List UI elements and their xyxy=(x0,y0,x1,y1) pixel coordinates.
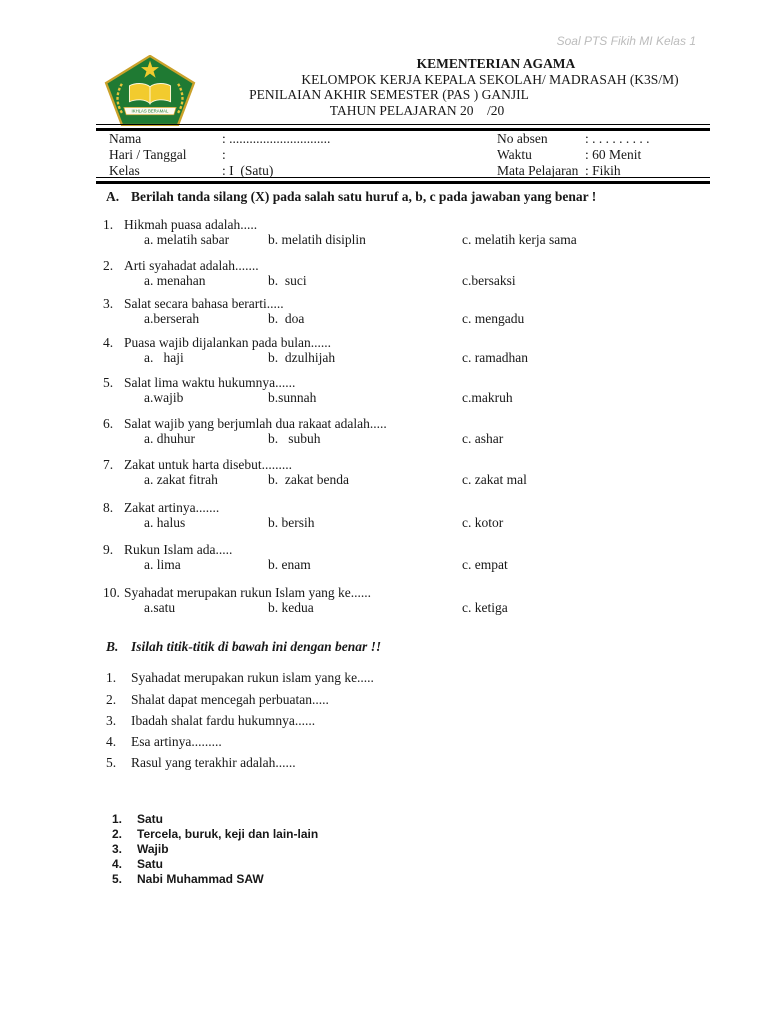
question-text: Arti syahadat adalah....... xyxy=(124,258,259,273)
question-text: Hikmah puasa adalah..... xyxy=(124,217,258,232)
answer-text: Tercela, buruk, keji dan lain-lain xyxy=(137,827,319,841)
question-b2 xyxy=(96,692,710,710)
answer-number: 1. xyxy=(112,812,123,826)
watermark-text: Soal PTS Fikih MI Kelas 1 xyxy=(556,34,696,48)
question-number: 1. xyxy=(103,217,114,232)
question-a5 xyxy=(96,375,710,407)
hari-label: Hari / Tanggal xyxy=(109,147,187,162)
answer-text: Satu xyxy=(137,857,164,871)
answer-key-item-2 xyxy=(96,827,710,842)
option-b: b. subuh xyxy=(268,431,321,446)
section-b-heading xyxy=(96,639,710,656)
option-b: b. kedua xyxy=(268,600,314,615)
option-c: c. kotor xyxy=(462,515,504,530)
question-text: Salat lima waktu hukumnya...... xyxy=(124,375,296,390)
question-number: 3. xyxy=(103,296,114,311)
question-a8 xyxy=(96,500,710,532)
option-b: b. enam xyxy=(268,557,311,572)
question-text: Zakat untuk harta disebut......... xyxy=(124,457,292,472)
question-number: 3. xyxy=(106,713,117,728)
option-c: c. zakat mal xyxy=(462,472,527,487)
logo-ribbon-text: IKHLAS BERAMAL xyxy=(131,108,169,114)
option-b: b. suci xyxy=(268,273,307,288)
answer-number: 5. xyxy=(112,872,123,886)
option-a: a. zakat fitrah xyxy=(144,472,218,487)
section-a-heading xyxy=(96,189,710,206)
option-c: c. ashar xyxy=(462,431,504,446)
question-a2 xyxy=(96,258,710,290)
option-c: c. empat xyxy=(462,557,508,572)
nama-label: Nama xyxy=(109,131,142,146)
question-text: Esa artinya......... xyxy=(131,734,222,749)
option-a: a.wajib xyxy=(144,390,184,405)
answer-text: Satu xyxy=(137,812,164,826)
option-a: a. halus xyxy=(144,515,186,530)
document-header xyxy=(96,56,710,118)
question-b5 xyxy=(96,755,710,773)
option-a: a.berserah xyxy=(144,311,200,326)
question-number: 4. xyxy=(103,335,114,350)
question-number: 7. xyxy=(103,457,114,472)
question-text: Syahadat merupakan rukun Islam yang ke...... xyxy=(124,585,372,600)
kelas-label: Kelas xyxy=(109,163,140,178)
question-number: 1. xyxy=(106,670,117,685)
option-c: c.makruh xyxy=(462,390,513,405)
question-a4 xyxy=(96,335,710,367)
question-a10 xyxy=(96,585,710,617)
header-year-line: TAHUN PELAJARAN 20 /20 xyxy=(329,102,505,118)
waktu-value: : 60 Menit xyxy=(585,147,642,162)
option-c: c. ramadhan xyxy=(462,350,528,365)
question-number: 6. xyxy=(103,416,114,431)
option-c: c. mengadu xyxy=(462,311,525,326)
option-a: a.satu xyxy=(144,600,176,615)
waktu-label: Waktu xyxy=(497,147,532,162)
question-text: Rukun Islam ada..... xyxy=(124,542,233,557)
option-b: b. doa xyxy=(268,311,305,326)
option-a: a. dhuhur xyxy=(144,431,195,446)
answer-text: Wajib xyxy=(137,842,169,856)
info-row-1 xyxy=(96,131,710,147)
option-a: a. lima xyxy=(144,557,181,572)
question-b3 xyxy=(96,713,710,731)
option-b: b. bersih xyxy=(268,515,315,530)
answer-key-item-3 xyxy=(96,842,710,857)
header-group-line: KELOMPOK KERJA KEPALA SEKOLAH/ MADRASAH (K3S/M) xyxy=(301,71,679,87)
divider-rule-top xyxy=(96,124,710,131)
question-text: Syahadat merupakan rukun islam yang ke..... xyxy=(131,670,374,685)
header-agency-line: KEMENTERIAN AGAMA xyxy=(416,56,576,71)
question-number: 10. xyxy=(103,585,120,600)
hari-field: : xyxy=(222,147,226,162)
info-row-2 xyxy=(96,147,710,163)
question-text: Zakat artinya....... xyxy=(124,500,220,515)
question-number: 2. xyxy=(106,692,117,707)
question-text: Puasa wajib dijalankan pada bulan...... xyxy=(124,335,331,350)
nama-field: : .............................. xyxy=(222,131,331,146)
answer-key-item-4 xyxy=(96,857,710,872)
absen-field: : . . . . . . . . . xyxy=(585,131,650,146)
section-a-number: A. xyxy=(106,189,120,204)
option-c: c. melatih kerja sama xyxy=(462,232,577,247)
option-a: a. melatih sabar xyxy=(144,232,230,247)
header-exam-line: PENILAIAN AKHIR SEMESTER (PAS ) GANJIL xyxy=(249,87,529,102)
option-b: b. melatih disiplin xyxy=(268,232,366,247)
absen-label: No absen xyxy=(497,131,548,146)
question-number: 4. xyxy=(106,734,117,749)
question-number: 5. xyxy=(103,375,114,390)
question-number: 9. xyxy=(103,542,114,557)
option-c: c.bersaksi xyxy=(462,273,516,288)
answer-text: Nabi Muhammad SAW xyxy=(137,872,264,886)
mapel-value: : Fikih xyxy=(585,163,621,178)
kelas-value: : I (Satu) xyxy=(222,163,274,178)
question-a9 xyxy=(96,542,710,574)
question-a7 xyxy=(96,457,710,489)
question-text: Ibadah shalat fardu hukumnya...... xyxy=(131,713,316,728)
student-info-table xyxy=(96,131,710,179)
answer-number: 2. xyxy=(112,827,123,841)
section-b-title: Isilah titik-titik di bawah ini dengan benar !! xyxy=(131,639,382,654)
mapel-label: Mata Pelajaran xyxy=(497,163,579,178)
answer-number: 4. xyxy=(112,857,123,871)
question-a6 xyxy=(96,416,710,448)
question-number: 2. xyxy=(103,258,114,273)
option-b: b. zakat benda xyxy=(268,472,349,487)
section-b-number: B. xyxy=(106,639,119,654)
question-a3 xyxy=(96,296,710,328)
answer-number: 3. xyxy=(112,842,123,856)
question-text: Rasul yang terakhir adalah...... xyxy=(131,755,296,770)
question-b4 xyxy=(96,734,710,752)
option-a: a. haji xyxy=(144,350,184,365)
question-text: Shalat dapat mencegah perbuatan..... xyxy=(131,692,329,707)
question-text: Salat wajib yang berjumlah dua rakaat adalah..... xyxy=(124,416,387,431)
option-b: b. dzulhijah xyxy=(268,350,336,365)
question-a1 xyxy=(96,217,710,249)
answer-key-item-1 xyxy=(96,812,710,827)
question-b1 xyxy=(96,670,710,688)
section-a-title: Berilah tanda silang (X) pada salah satu huruf a, b, c pada jawaban yang benar ! xyxy=(131,189,597,204)
option-c: c. ketiga xyxy=(462,600,508,615)
question-number: 8. xyxy=(103,500,114,515)
option-b: b.sunnah xyxy=(268,390,317,405)
answer-key-item-5 xyxy=(96,872,710,887)
divider-rule-bottom xyxy=(96,177,710,184)
question-text: Salat secara bahasa berarti..... xyxy=(124,296,284,311)
question-number: 5. xyxy=(106,755,117,770)
option-a: a. menahan xyxy=(144,273,206,288)
